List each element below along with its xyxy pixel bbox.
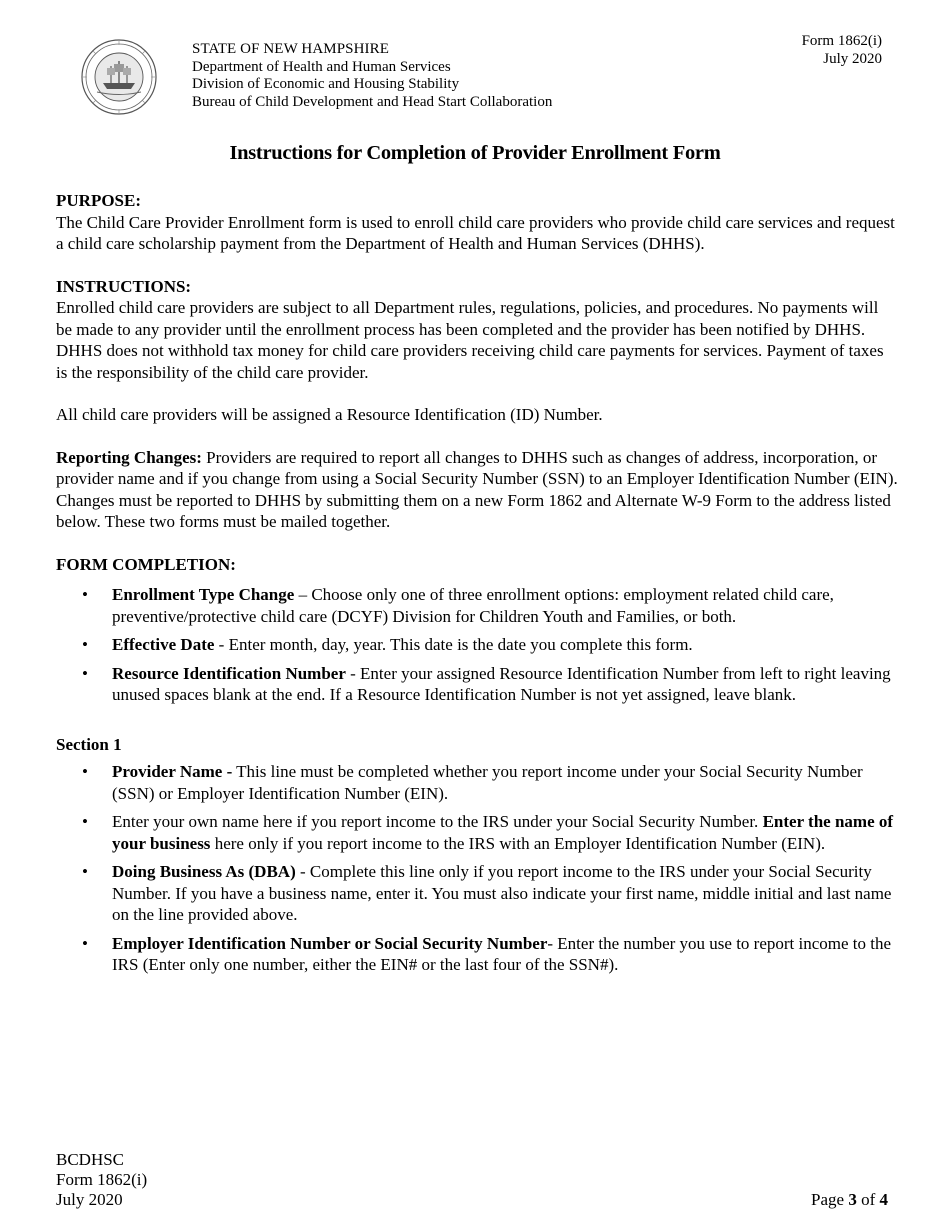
page-total: 4 [879,1190,888,1209]
form-number-block [802,33,882,68]
item-label: Enter the name of your business [112,812,894,853]
item-text: - Enter the number you use to report income to the IRS (Enter only one number, either the EIN# or the last four of the SSN#). [112,933,892,974]
instructions-text: Enrolled child care providers are subject to all Department rules, regulations, policies, and procedures. No payments will be made to any provider until the enrollment process has been completed and the provider has been notified by DHHS. DHHS does not withhold tax money for child care providers receiving child care payments for services. Payment of taxes is the responsibility of the child care provider. [56,298,884,382]
list-item [56,584,898,627]
section1-heading: Section 1 [56,734,122,754]
form-completion-list [56,584,898,706]
purpose-heading: PURPOSE: [56,191,141,210]
footer-org: BCDHSC [56,1150,125,1169]
bullet-icon: • [82,933,88,953]
item-label: Employer Identification Number or Social Security Number [112,933,548,953]
reporting-changes-label: Reporting Changes: [56,447,202,467]
section1-list [56,761,898,976]
item-label: Resource Identification Number [112,663,346,683]
bullet-icon: • [82,585,88,604]
item-text: here only if you report income to the IRS with an Employer Identification Number (EIN). [210,833,826,853]
bullet-icon: • [82,663,88,683]
instructions-heading: INSTRUCTIONS: [56,276,192,296]
page-current: 3 [848,1190,857,1209]
list-item [56,663,898,706]
form-completion-heading: FORM COMPLETION: [56,554,236,574]
form-number: Form 1862(i) [801,33,882,49]
item-text: - Enter month, day, year. This date is the date you complete this form. [214,635,693,654]
footer-form-number: Form 1862(i) [56,1170,148,1189]
agency-state: STATE OF NEW HAMPSHIRE [192,41,389,57]
state-seal-icon [81,39,157,115]
purpose-text: The Child Care Provider Enrollment form is used to enroll child care providers who provide child care services and request a child care scholarship payment from the Department of Health and Human Services (DHHS). [56,212,895,253]
page-of: of [856,1190,880,1209]
agency-division: Division of Economic and Housing Stability [192,76,460,92]
item-text: Enter your own name here if you report income to the IRS under your Social Security Number. [112,812,763,831]
item-label: Effective Date [112,635,215,654]
list-item [56,861,898,926]
list-item [56,811,898,854]
agency-block [192,41,552,111]
item-text: - Enter your assigned Resource Identification Number from left to right leaving unused spaces blank at the end. If a Resource Identification Number is not yet assigned, leave blank. [112,663,891,704]
page-number [811,1190,888,1210]
item-label: Enrollment Type Change [112,585,295,604]
bullet-icon: • [82,862,88,881]
footer-date: July 2020 [56,1190,123,1209]
reporting-changes [56,447,898,533]
page-prefix: Page [811,1190,849,1209]
reporting-changes-text: Providers are required to report all changes to DHHS such as changes of address, incorporation, or provider name and if you change from using a Social Security Number (SSN) to an Employer Identification Number (EIN). Changes must be reported to DHHS by submitting them on a new Form 1862 and Alternate W-9 Form to the address listed below. These two forms must be mailed together. [56,447,898,531]
item-label: Provider Name - [112,762,233,781]
bullet-icon: • [82,635,88,654]
list-item [56,761,898,804]
item-label: Doing Business As (DBA) [112,862,296,881]
agency-bureau: Bureau of Child Development and Head Start Collaboration [192,93,553,110]
bullet-icon: • [82,762,88,781]
form-date: July 2020 [823,50,882,67]
item-text: This line must be completed whether you report income under your Social Security Number (SSN) or Employer Identification Number (EIN). [112,762,863,803]
bullet-icon: • [82,812,88,831]
list-item [56,634,898,656]
page-title: Instructions for Completion of Provider Enrollment Form [229,142,721,164]
item-text: – Choose only one of three enrollment options: employment related child care, preventive/protective child care (DCYF) Division for Children Youth and Families, or both. [112,585,834,626]
agency-department: Department of Health and Human Services [192,58,451,75]
document-body [56,190,898,983]
list-item [56,933,898,976]
item-text: - Complete this line only if you report income to the IRS under your Social Security Number. If you have a business name, enter it. You must also indicate your first name, middle initial and last name on the line provided above. [112,862,892,924]
resource-id-note: All child care providers will be assigned a Resource Identification (ID) Number. [56,405,603,424]
footer-left [56,1150,147,1210]
